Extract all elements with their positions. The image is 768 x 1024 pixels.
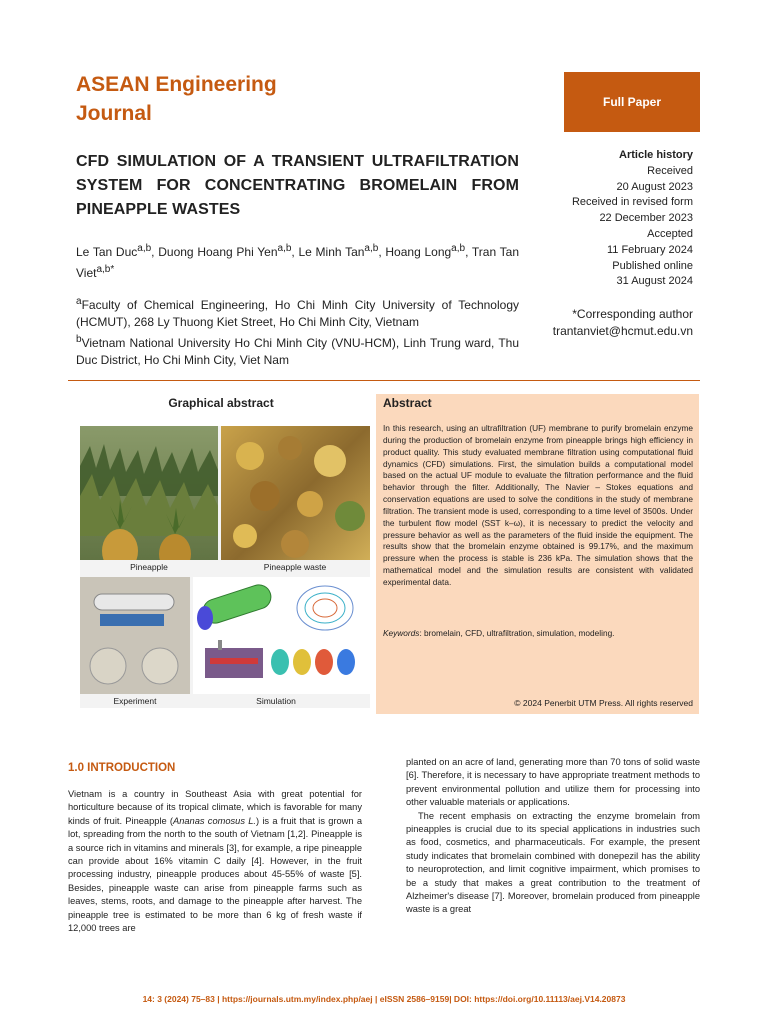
- body-column-left: [68, 788, 362, 935]
- history-line: 31 August 2024: [616, 275, 693, 288]
- history-line: Accepted: [647, 227, 693, 240]
- body-column-right: [406, 756, 700, 917]
- simulation-render: [193, 577, 370, 708]
- journal-title: [76, 70, 376, 128]
- journal-title-line1: ASEAN Engineering: [76, 73, 277, 96]
- history-line: 22 December 2023: [599, 212, 693, 225]
- paper-type-badge: [564, 72, 700, 132]
- corresponding-label: *Corresponding author: [572, 307, 693, 321]
- article-history: [540, 148, 693, 290]
- graphical-abstract-figure: [80, 426, 370, 708]
- history-line: Published online: [612, 259, 693, 272]
- experiment-photo: [80, 577, 190, 708]
- author: Le Minh Tan$^{a,b}$,: [298, 243, 386, 259]
- affiliation: $^a$Faculty of Chemical Engineering, Ho Chi Minh City University of Technology (HCMUT), 268 Ly Thuong Kiet Street, Ho Chi Minh City, Vietnam: [76, 296, 519, 329]
- history-line: 20 August 2023: [616, 180, 693, 193]
- simulation-caption: Simulation: [256, 696, 296, 706]
- author: Hoang Long$^{a,b}$,: [385, 243, 472, 259]
- author: Duong Hoang Phi Yen$^{a,b}$,: [158, 243, 299, 259]
- abstract-text: In this research, using an ultrafiltration (UF) membrane to purify bromelain enzyme during the production of bromelain enzyme from pineapple brings high efficiency in product quality. This study evaluated membrane filtration using computational fluid dynamics (CFD) simulations. First, the simulation builds a computational model based on the actual UF module to evaluate the filtration performance and the fluid behavior through the filter. Additionally, The Navier – Stokes equations and conservation equations are used to solve the conditions in the study of membrane filtration. The transient mode is used, corresponding to a time level of 3500s. Under the turbulent flow model (SST k–ω), it is necessary to predict the velocity and pressure behavior as well as the parameters of the fluid inside the equipment. The results show that the bromelain enzyme obtained is 99.17%, and the maximum pressure when the process is stable is 236 kPa. The simulation shows that the mathematical model and the simulation results are consistent with validated experimental data.: [383, 423, 693, 587]
- graphical-abstract-image: [80, 426, 370, 708]
- corresponding-author: [520, 306, 693, 340]
- affiliation: $^b$Vietnam National University Ho Chi Minh City (VNU-HCM), Linh Trung ward, Thu Duc District, Ho Chi Minh City, Viet Nam: [76, 334, 519, 367]
- keywords-label: Keywords: [383, 628, 420, 638]
- corresponding-email[interactable]: trantanviet@hcmut.edu.vn: [552, 324, 693, 338]
- paragraph: planted on an acre of land, generating more than 70 tons of solid waste [6]. Therefore, it is necessary to have appropriate treatment methods to prevent environmental pollution and utilize them for processing into other valuable materials or applications.: [406, 757, 700, 808]
- page-footer: 14: 3 (2024) 75–83 | https://journals.utm.my/index.php/aej | eISSN 2586–9159| DOI: https://doi.org/10.11113/aej.V14.20873: [142, 994, 626, 1004]
- paragraph: Vietnam is a country in Southeast Asia with great potential for horticulture because of its tropical climate, which is favorable for many kinds of fruit. Pineapple (Ananas comosus L.) is a fruit that is grown a lot, spreading from the north to the south of Vietnam [1,2]. Pineapple is a source rich in vitamins and minerals [3], for example, a ripe pineapple can provide about 16% vitamin C daily [4]. However, in the fruit processing industry, pineapple produces about 45-55% of waste [5]. Besides, pineapple waste can arise from pineapple farms such as leaves, stems, roots, and damage to the pineapple after harvest. The pineapple tree is estimated to be more than 6 kg of fresh waste if 12,000 trees are: [68, 789, 362, 934]
- waste-caption: Pineapple waste: [263, 562, 327, 572]
- paper-type-label: Full Paper: [602, 95, 661, 109]
- article-history-heading: Article history: [619, 149, 693, 161]
- journal-title-line2: Journal: [76, 102, 152, 125]
- pineapple-photo: [80, 426, 218, 574]
- author-list: [76, 240, 519, 282]
- copyright-notice: © 2024 Penerbit UTM Press. All rights reserved: [514, 698, 693, 708]
- keywords: [383, 628, 693, 639]
- pineapple-waste-photo: [221, 426, 370, 574]
- author: Le Tan Duc$^{a,b}$,: [76, 243, 159, 259]
- section-heading-introduction: 1.0 INTRODUCTION: [68, 762, 176, 774]
- history-line: Received: [647, 164, 693, 177]
- affiliations: [76, 293, 519, 369]
- article-title: CFD SIMULATION OF A TRANSIENT ULTRAFILTRATION SYSTEM FOR CONCENTRATING BROMELAIN FROM PINEAPPLE WASTES: [76, 153, 519, 218]
- pineapple-caption: Pineapple: [130, 562, 168, 572]
- history-line: Received in revised form: [571, 196, 693, 209]
- author: Tran Tan Viet$^{a,b*}$: [76, 245, 520, 280]
- graphical-abstract-heading: Graphical abstract: [168, 396, 274, 410]
- header-divider: [68, 380, 700, 381]
- experiment-caption: Experiment: [113, 696, 157, 706]
- paragraph: The recent emphasis on extracting the enzyme bromelain from pineapples is crucial due to its special applications in industries such as food, cosmetics, and pharmaceuticals. For example, the present study indicates that bromelain combined with donepezil has the ability to neuroprotection, and limit cognitive impairment, which promises to be a study that makes a great contribution to the treatment of Alzheimer's disease [7]. Moreover, bromelain produced from pineapple waste is a great: [406, 810, 700, 915]
- history-line: 11 February 2024: [606, 243, 693, 256]
- keywords-list: : bromelain, CFD, ultrafiltration, simulation, modeling.: [419, 628, 615, 638]
- abstract-heading: Abstract: [383, 396, 432, 410]
